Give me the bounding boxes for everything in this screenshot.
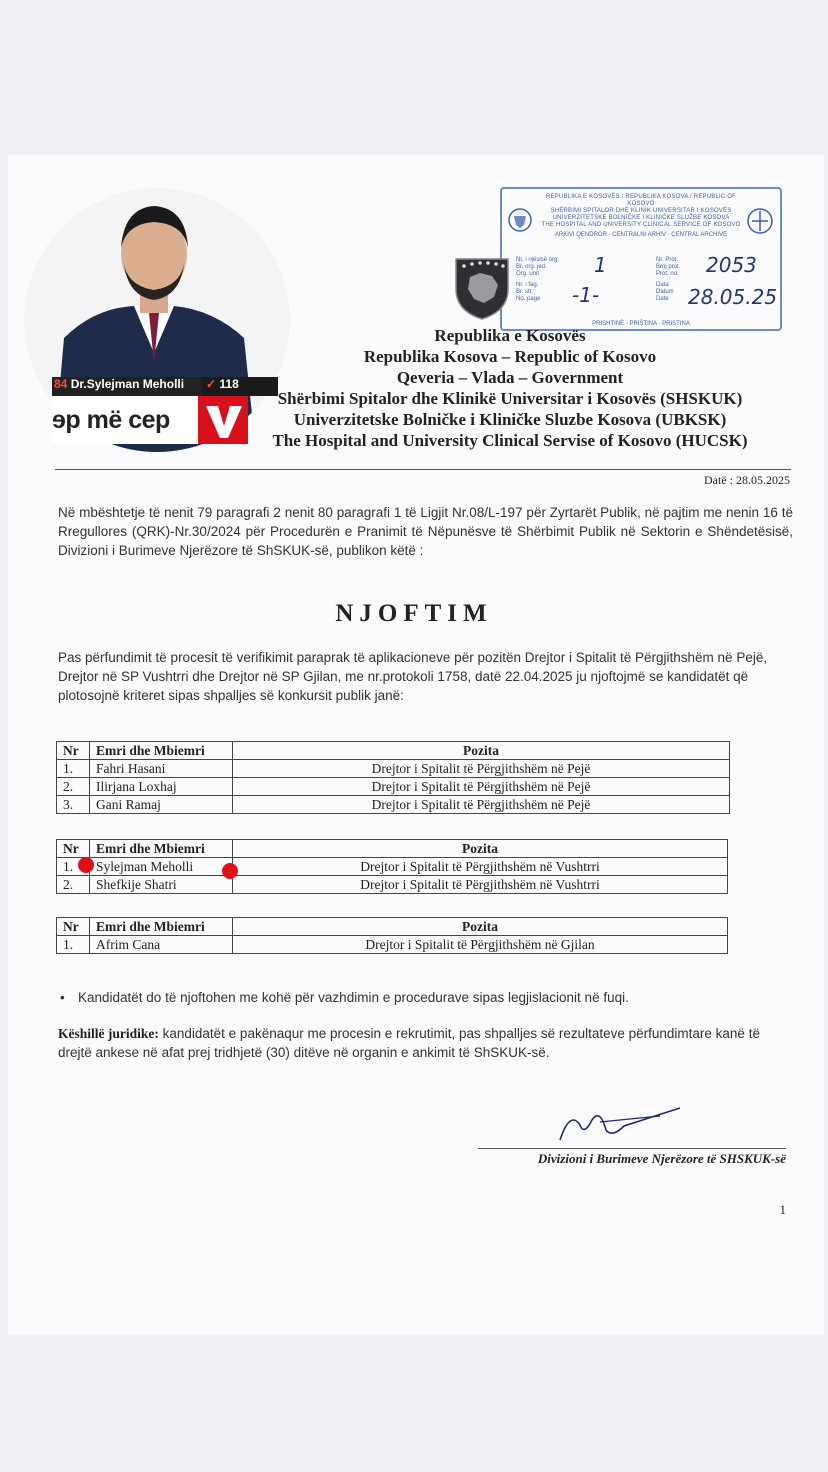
signature-line [478,1148,786,1149]
stamp-label: No. page [516,296,541,302]
registry-stamp [500,187,782,331]
stamp-label: Org. unit [516,271,540,277]
highlight-dot [78,857,94,873]
table-row [57,778,730,796]
brand-logo-text: ɘp më cep [52,406,170,434]
table-row [57,796,730,814]
column-header-name: Emri dhe Mbiemri [90,918,233,936]
stamp-label: Nr. Prot. [656,257,679,263]
cell-name: Shefkije Shatri [90,876,233,894]
stamp-line: UNIVERZITETSKE BOLNIČKE I KLINIČKE SLUŽBE KOSOVA [552,215,730,221]
cell-position: Drejtor i Spitalit të Përgjithshëm në Gjilan [233,936,728,954]
header-line: Qeveria – Vlada – Government [396,368,624,387]
cell-position: Drejtor i Spitalit të Përgjithshëm në Pejë [233,796,730,814]
cell-position: Drejtor i Spitalit të Përgjithshëm në Vushtrri [233,858,728,876]
stamp-emblem-left-icon [507,207,533,233]
cell-name: Afrim Cana [90,936,233,954]
signature [540,1100,690,1150]
cell-name: Sylejman Meholli [90,858,233,876]
column-header-nr: Nr [57,840,90,858]
check-icon: ✓ [206,377,217,391]
legal-advice-label: Këshillë juridike: [58,1026,159,1041]
column-header-name: Emri dhe Mbiemri [90,742,233,760]
cell-name: Gani Ramaj [90,796,233,814]
stamp-archive: ARKIVI QENDROR · CENTRALNI ARHIV · CENTRAL ARCHIVE [554,232,728,238]
cell-position: Drejtor i Spitalit të Përgjithshëm në Pejë [233,760,730,778]
column-header-position: Pozita [233,742,730,760]
column-header-nr: Nr [57,918,90,936]
stamp-label: Nr. i njësisë org. [516,257,560,263]
candidates-table-gjilan [56,917,728,954]
candidate-bar [52,377,278,396]
cell-position: Drejtor i Spitalit të Përgjithshëm në Pejë [233,778,730,796]
votes-box [202,377,278,396]
header-line: Shërbimi Spitalor dhe Klinikë Universitar i Kosovës (SHSKUK) [277,389,743,408]
highlight-dot [222,863,238,879]
legal-advice [58,1024,793,1062]
table-row [57,760,730,778]
column-header-position: Pozita [233,918,728,936]
stamp-label: Nr. i fag. [516,282,539,288]
column-header-position: Pozita [233,840,728,858]
cell-nr: 2. [57,876,90,894]
stamp-hand-prot: 2053 [706,253,757,277]
column-header-name: Emri dhe Mbiemri [90,840,233,858]
stamp-emblem-right-icon [746,207,774,235]
stamp-label: Date [656,296,669,302]
document-date: Datë : 28.05.2025 [704,473,790,487]
stamp-label: Br. str. [516,289,534,295]
stamp-line: THE HOSPITAL AND UNIVERSITY CLINICAL SERVICE OF KOSOVO [541,222,741,228]
vetevendosje-logo-icon [198,396,248,444]
cell-nr: 1. [57,760,90,778]
header-line: The Hospital and University Clinical Servise of Kosovo (HUCSK) [272,431,748,450]
header-line: Republika e Kosovës [434,326,586,345]
page-number: 1 [779,1202,786,1217]
table-row [57,858,728,876]
header-divider [55,469,791,470]
stamp-hand-date: 28.05.25 [688,285,778,309]
cell-position: Drejtor i Spitalit të Përgjithshëm në Vushtrri [233,876,728,894]
announcement-paragraph: Pas përfundimit të procesit të verifikimit paraprak të aplikacioneve për pozitën Drejtor i Spitalit të Përgjithshëm në Pejë, Drejtor në SP Vushtrri dhe Drejtor në SP Gjilan, me nr.protokoli 1758, datë 22.04.2025 ju njoftojmë se kandidatët që plotosojnë kriteret sipas shpalljes së konkursit publik janë: [58,650,768,703]
notice-bullet: • Kandidatët do të njoftohen me kohë për vazhdimin e procedurave sipas legjislacionit në fuqi. [78,990,629,1005]
table-row [57,936,728,954]
stamp-label: Datum [656,289,674,295]
stamp-line: REPUBLIKA E KOSOVËS / REPUBLIKA KOSOVA / REPUBLIC OF KOSOVO [545,194,737,207]
stamp-footer: PRISHTINË · PRIŠTINA · PRISTINA [592,321,690,327]
kosovo-emblem-icon [452,255,512,321]
candidate-number: 84 [54,377,68,391]
cell-name: Fahri Hasani [90,760,233,778]
brand-logo [52,396,200,444]
stamp-label: Br. org. jed. [516,264,547,270]
stamp-label: Broj prot. [656,264,681,270]
stamp-hand-page: -1- [572,283,600,307]
candidates-table-vushtrri [56,839,728,894]
stamp-hand-unit: 1 [594,253,607,277]
document-title: NJOFTIM [335,600,493,627]
stamp-line: SHËRBIMI SPITALOR DHE KLINIK UNIVERSITAR I KOSOVËS [550,208,732,214]
candidates-table-peje [56,741,730,814]
cell-name: Ilirjana Loxhaj [90,778,233,796]
cell-nr: 1. [57,858,90,876]
header-line: Univerzitetske Bolničke i Kliničke Sluzbe Kosova (UBKSK) [293,410,727,429]
candidate-name: Dr.Sylejman Meholli [70,377,185,391]
header-line: Republika Kosova – Republic of Kosovo [363,347,657,366]
intro-paragraph: Në mbështetje të nenit 79 paragrafi 2 nenit 80 paragrafi 1 të Ligjit Nr.08/L-197 për Zyrtarët Publik, në pajtim me nenin 16 të Rregullores (QRK)-Nr.30/2024 për Procedurën e Pranimit të Nëpunësve të Shërbimit Publik në Sektorin e Shëndetësisë, Divizioni i Burimeve Njerëzore të ShSKUK-së, publikon këtë : [58,505,793,558]
column-header-nr: Nr [57,742,90,760]
stamp-label: Data [656,282,669,288]
cell-nr: 1. [57,936,90,954]
table-row [57,876,728,894]
cell-nr: 3. [57,796,90,814]
stamp-label: Prot. no. [656,271,679,277]
votes-count: 118 [219,377,239,391]
cell-nr: 2. [57,778,90,796]
document-header [230,325,790,451]
legal-advice-text: kandidatët e pakënaqur me procesin e rekrutimit, pas shpalljes së rezultateve përfundimtare kanë të drejtë ankese në afat prej tridhjetë (30) ditëve në organin e ankimit të ShSKUK-së. [58,1026,760,1060]
signature-label: Divizioni i Burimeve Njerëzore të SHSKUK-së [537,1151,786,1166]
